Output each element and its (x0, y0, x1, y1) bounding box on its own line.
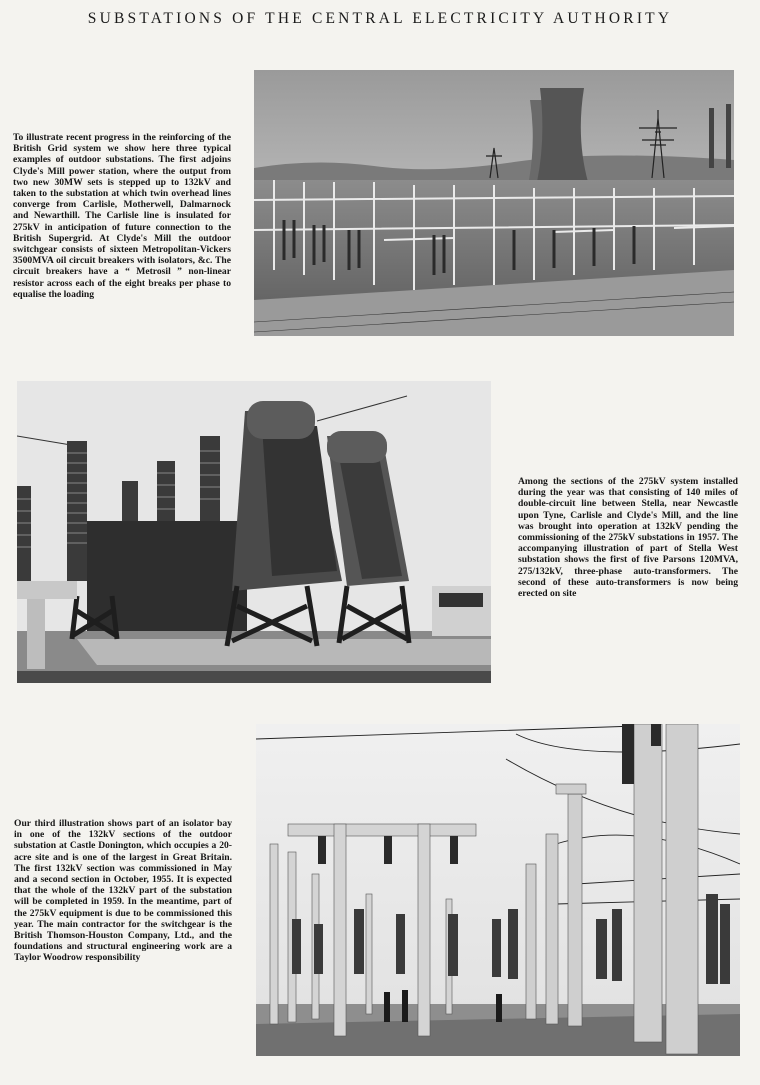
photo-clydes-mill-substation (254, 70, 734, 336)
photo-stella-west-transformer (17, 381, 491, 683)
page-title: SUBSTATIONS OF THE CENTRAL ELECTRICITY AUTHORITY (87, 10, 673, 27)
photo-castle-donington-isolator-bay (256, 724, 740, 1056)
caption-castle-donington: Our third illustration shows part of an isolator bay in one of the 132kV sections of the outdoor substation at Castle Donington, which occupies a 20-acre site and is one of the largest in Great Britain. The first 132kV section was commissioned in May and a second section in October, 1955. It is expected that the whole of the 132kV part of the substation will be completed in 1959. In the meantime, part of the 275kV equipment is due to be commissioned this year. The main contractor for the switchgear is the British Thomson-Houston Company, Ltd., and the foundations and structural engineering work are a Taylor Woodrow responsibility (14, 818, 232, 964)
caption-clydes-mill: To illustrate recent progress in the reinforcing of the British Grid system we show here three typical examples of outdoor substations. The first adjoins Clyde's Mill power station, where the output from two new 30MW sets is stepped up to 132kV and taken to the substation at which twin overhead lines converge from Carlisle, Motherwell, Dalmarnock and Newarthill. The Carlisle line is insulated for 275kV in anticipation of future connection to the British Supergrid. At Clyde's Mill the outdoor switchgear consists of sixteen Metropolitan-Vickers 3500MVA oil circuit breakers with isolators, &c. The circuit breakers have a “ Metrosil ” non-linear resistor across each of the eight breaks per phase to equalise the loading (13, 132, 231, 300)
caption-stella-west: Among the sections of the 275kV system installed during the year was that consisting of 140 miles of double-circuit line between Stella, near Newcastle upon Tyne, Carlisle and Clyde's Mill, and the line was brought into operation at 132kV pending the commissioning of the 275kV substations in 1957. The accompanying illustration of part of Stella West substation shows the first of five Parsons 120MVA, 275/132kV, three-phase auto-transformers. The second of these auto-transformers is now being erected on site (518, 476, 738, 600)
